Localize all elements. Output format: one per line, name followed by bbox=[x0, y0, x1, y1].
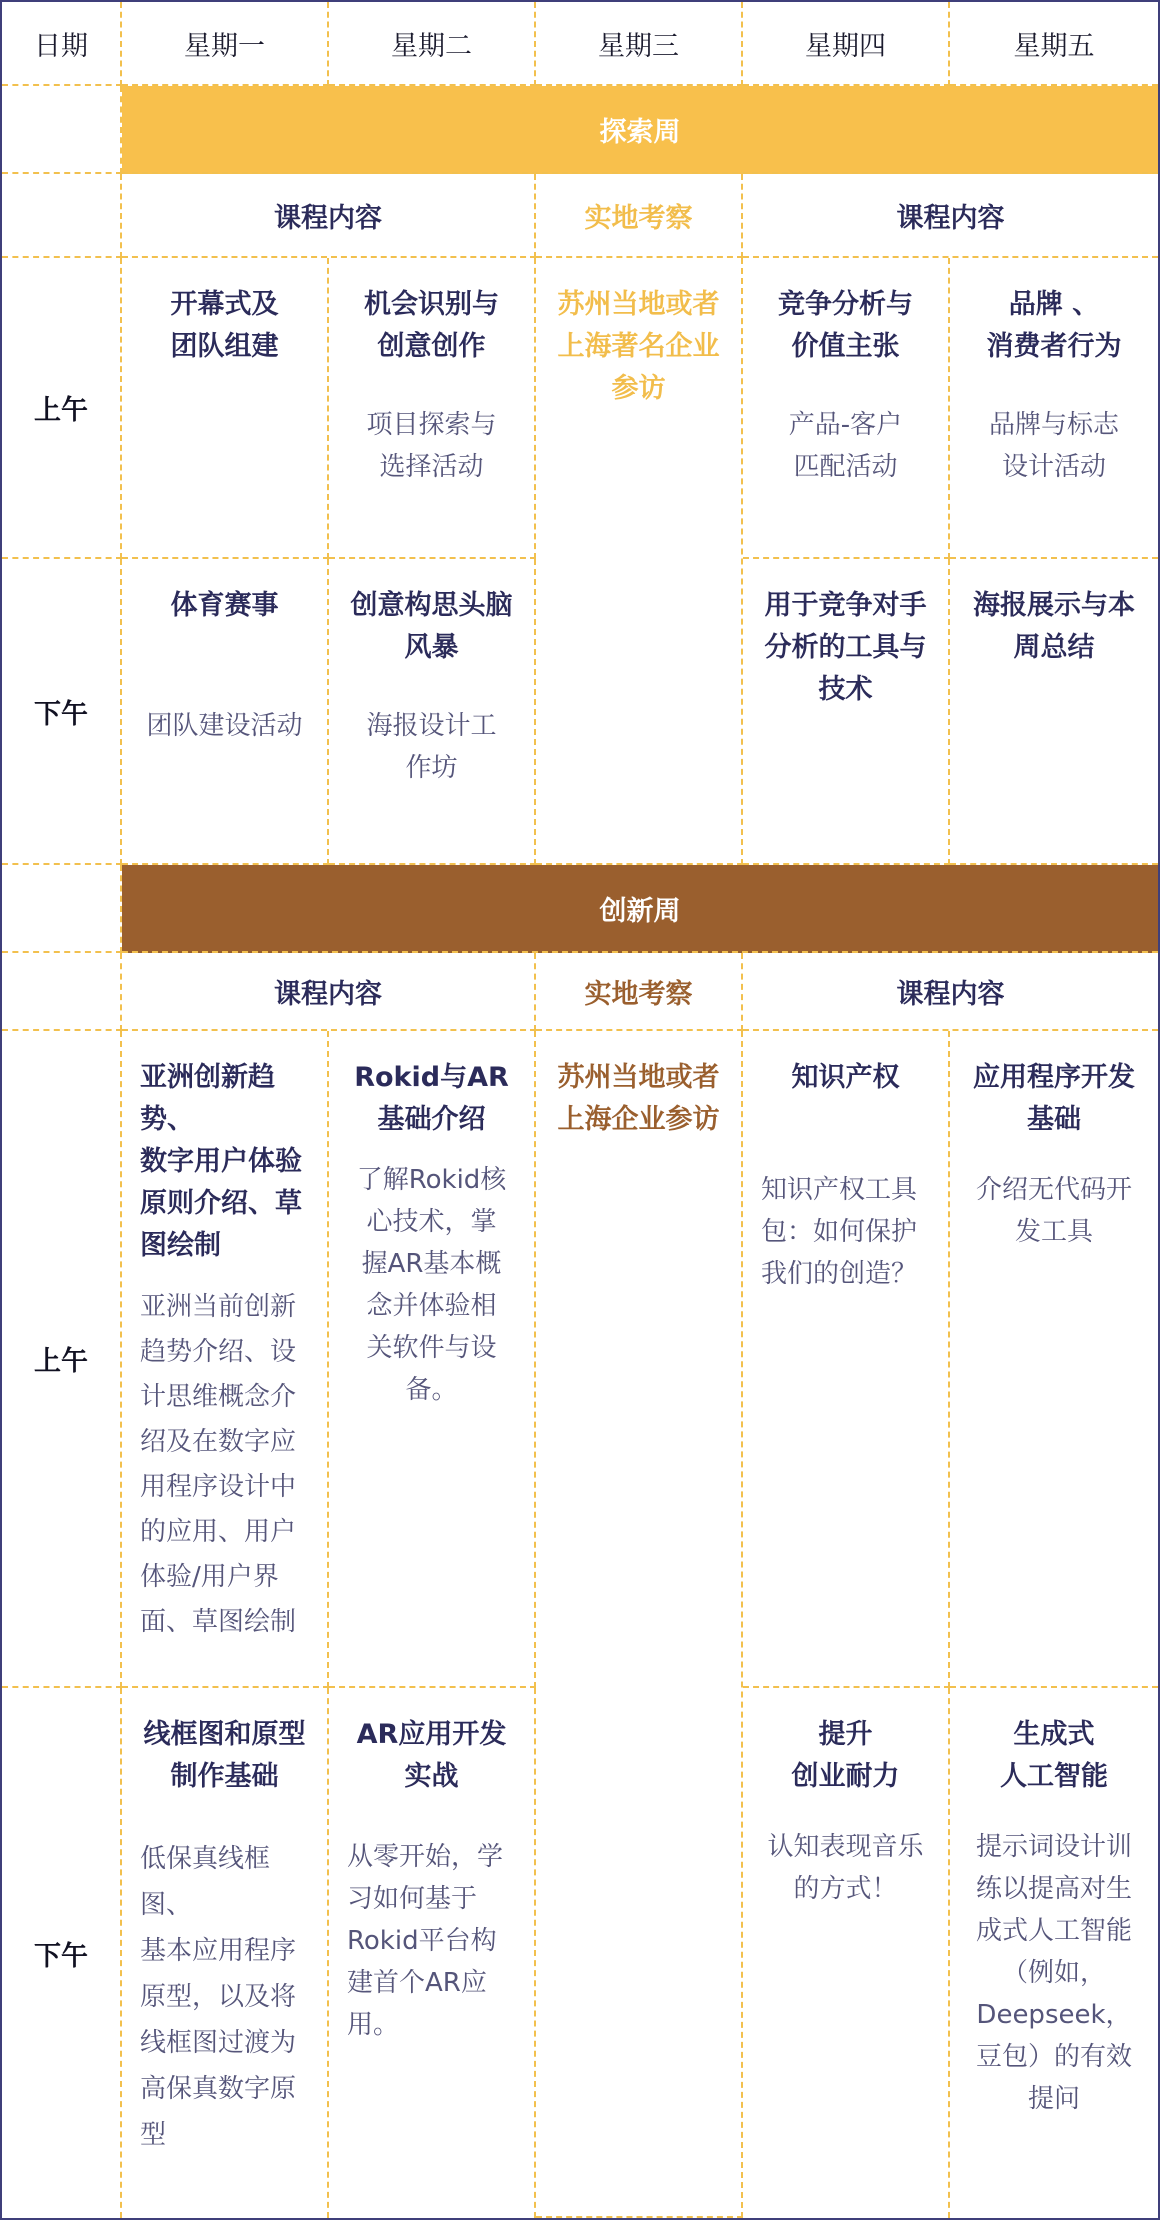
session-title: 亚洲创新趋势、 数字用户体验 原则介绍、草 图绘制 bbox=[140, 1062, 302, 1261]
innovate-am-fri bbox=[950, 1031, 1158, 1688]
day-label: 星期三 bbox=[598, 30, 679, 62]
header-day-fri bbox=[950, 2, 1158, 86]
explore-week-title: 探索周 bbox=[599, 116, 681, 148]
afternoon-label: 下午 bbox=[34, 698, 88, 730]
morning-label: 上午 bbox=[34, 395, 88, 426]
session-title: 应用程序开发 基础 bbox=[973, 1062, 1135, 1135]
explore-am-mon bbox=[122, 258, 329, 559]
innovate-pm-thu bbox=[743, 1688, 950, 2218]
innovate-field-label-cell bbox=[536, 953, 743, 1031]
innovate-pm-cell bbox=[2, 1688, 122, 2218]
session-title: AR应用开发 实战 bbox=[356, 1719, 507, 1792]
schedule-table bbox=[2, 2, 1158, 2218]
session-desc: 项目探索与 选择活动 bbox=[366, 410, 497, 482]
explore-pm-mon bbox=[122, 559, 329, 865]
session-title: 苏州当地或者 上海企业参访 bbox=[557, 1062, 720, 1135]
innovate-course-label-cell bbox=[122, 953, 536, 1031]
session-title: 机会识别与 创意创作 bbox=[364, 289, 499, 362]
day-label: 星期四 bbox=[805, 30, 886, 62]
explore-course-label-cell bbox=[122, 174, 536, 258]
innovate-am-mon bbox=[122, 1031, 329, 1688]
explore-am-tue bbox=[329, 258, 536, 559]
header-day-wed bbox=[536, 2, 743, 86]
explore-course-label-cell-2 bbox=[743, 174, 1158, 258]
session-desc: 亚洲当前创新 趋势介绍、设 计思维概念介 绍及在数字应 用程序设计中 的应用、用户 体验/用户界 面、草图绘制 bbox=[140, 1292, 297, 1637]
innovate-pm-tue bbox=[329, 1688, 536, 2218]
course-content-label: 课程内容 bbox=[274, 202, 382, 234]
session-desc: 提示词设计训 练以提高对生 成式人工智能 （例如， Deepseek， 豆包）的有效 提问 bbox=[975, 1832, 1132, 2114]
session-title: 苏州当地或者 上海著名企业 参访 bbox=[557, 289, 720, 404]
explore-field-label-cell bbox=[536, 174, 743, 258]
empty-cell bbox=[2, 953, 122, 1031]
innovate-pm-mon bbox=[122, 1688, 329, 2218]
explore-pm-cell bbox=[2, 559, 122, 865]
innovate-course-label-cell-2 bbox=[743, 953, 1158, 1031]
session-title: 开幕式及 团队组建 bbox=[170, 289, 279, 362]
header-day-mon bbox=[122, 2, 329, 86]
header-day-thu bbox=[743, 2, 950, 86]
field-visit-label: 实地考察 bbox=[584, 202, 693, 234]
explore-pm-thu bbox=[743, 559, 950, 865]
session-desc: 海报设计工 作坊 bbox=[366, 711, 497, 783]
explore-week-banner bbox=[122, 86, 1158, 174]
course-content-label: 课程内容 bbox=[274, 978, 382, 1010]
session-title: 海报展示与本 周总结 bbox=[973, 590, 1135, 663]
session-title: 知识产权 bbox=[791, 1062, 900, 1093]
empty-cell bbox=[2, 865, 122, 953]
innovate-pm-fri bbox=[950, 1688, 1158, 2218]
date-header: 日期 bbox=[34, 30, 88, 62]
explore-pm-tue bbox=[329, 559, 536, 865]
session-desc: 了解Rokid核 心技术，掌 握AR基本概 念并体验相 关软件与设 备。 bbox=[356, 1165, 507, 1405]
session-title: 提升 创业耐力 bbox=[791, 1719, 900, 1792]
session-title: 竞争分析与 价值主张 bbox=[778, 289, 913, 362]
empty-cell bbox=[2, 174, 122, 258]
field-visit-label: 实地考察 bbox=[584, 978, 693, 1010]
course-content-label: 课程内容 bbox=[896, 978, 1005, 1010]
session-desc: 团队建设活动 bbox=[146, 711, 303, 741]
empty-cell bbox=[2, 86, 122, 174]
day-label: 星期五 bbox=[1013, 30, 1095, 62]
session-desc: 介绍无代码开 发工具 bbox=[975, 1175, 1132, 1247]
day-label: 星期一 bbox=[184, 30, 265, 62]
header-day-tue bbox=[329, 2, 536, 86]
innovate-wed-field-trip bbox=[536, 1031, 743, 2218]
innovation-week-title: 创新周 bbox=[599, 895, 681, 927]
explore-pm-fri bbox=[950, 559, 1158, 865]
morning-label: 上午 bbox=[34, 1346, 88, 1377]
innovate-am-tue bbox=[329, 1031, 536, 1688]
session-title: 生成式 人工智能 bbox=[1000, 1719, 1108, 1792]
afternoon-label: 下午 bbox=[34, 1940, 88, 1972]
session-title: 线框图和原型 制作基础 bbox=[143, 1719, 306, 1792]
session-title: Rokid与AR 基础介绍 bbox=[354, 1062, 509, 1135]
innovate-am-cell bbox=[2, 1031, 122, 1688]
session-desc: 低保真线框图、 基本应用程序 原型，以及将 线框图过渡为 高保真数字原 型 bbox=[140, 1844, 297, 2150]
day-label: 星期二 bbox=[391, 30, 472, 62]
explore-am-thu bbox=[743, 258, 950, 559]
explore-am-fri bbox=[950, 258, 1158, 559]
session-desc: 品牌与标志 设计活动 bbox=[988, 410, 1119, 482]
session-title: 创意构思头脑 风暴 bbox=[350, 590, 513, 663]
session-desc: 知识产权工具 包：如何保护 我们的创造？ bbox=[761, 1175, 918, 1289]
session-desc: 产品-客户 匹配活动 bbox=[788, 410, 903, 482]
session-title: 品牌 、 消费者行为 bbox=[986, 289, 1122, 362]
session-title: 体育赛事 bbox=[170, 590, 279, 621]
innovation-week-banner bbox=[122, 865, 1158, 953]
header-date-cell bbox=[2, 2, 122, 86]
session-title: 用于竞争对手 分析的工具与 技术 bbox=[764, 590, 927, 705]
course-content-label: 课程内容 bbox=[896, 202, 1005, 234]
innovate-am-thu bbox=[743, 1031, 950, 1688]
session-desc: 认知表现音乐 的方式！ bbox=[767, 1832, 924, 1904]
explore-wed-field-trip bbox=[536, 258, 743, 865]
session-desc: 从零开始，学 习如何基于 Rokid平台构 建首个AR应 用。 bbox=[347, 1842, 504, 2040]
explore-am-cell bbox=[2, 258, 122, 559]
